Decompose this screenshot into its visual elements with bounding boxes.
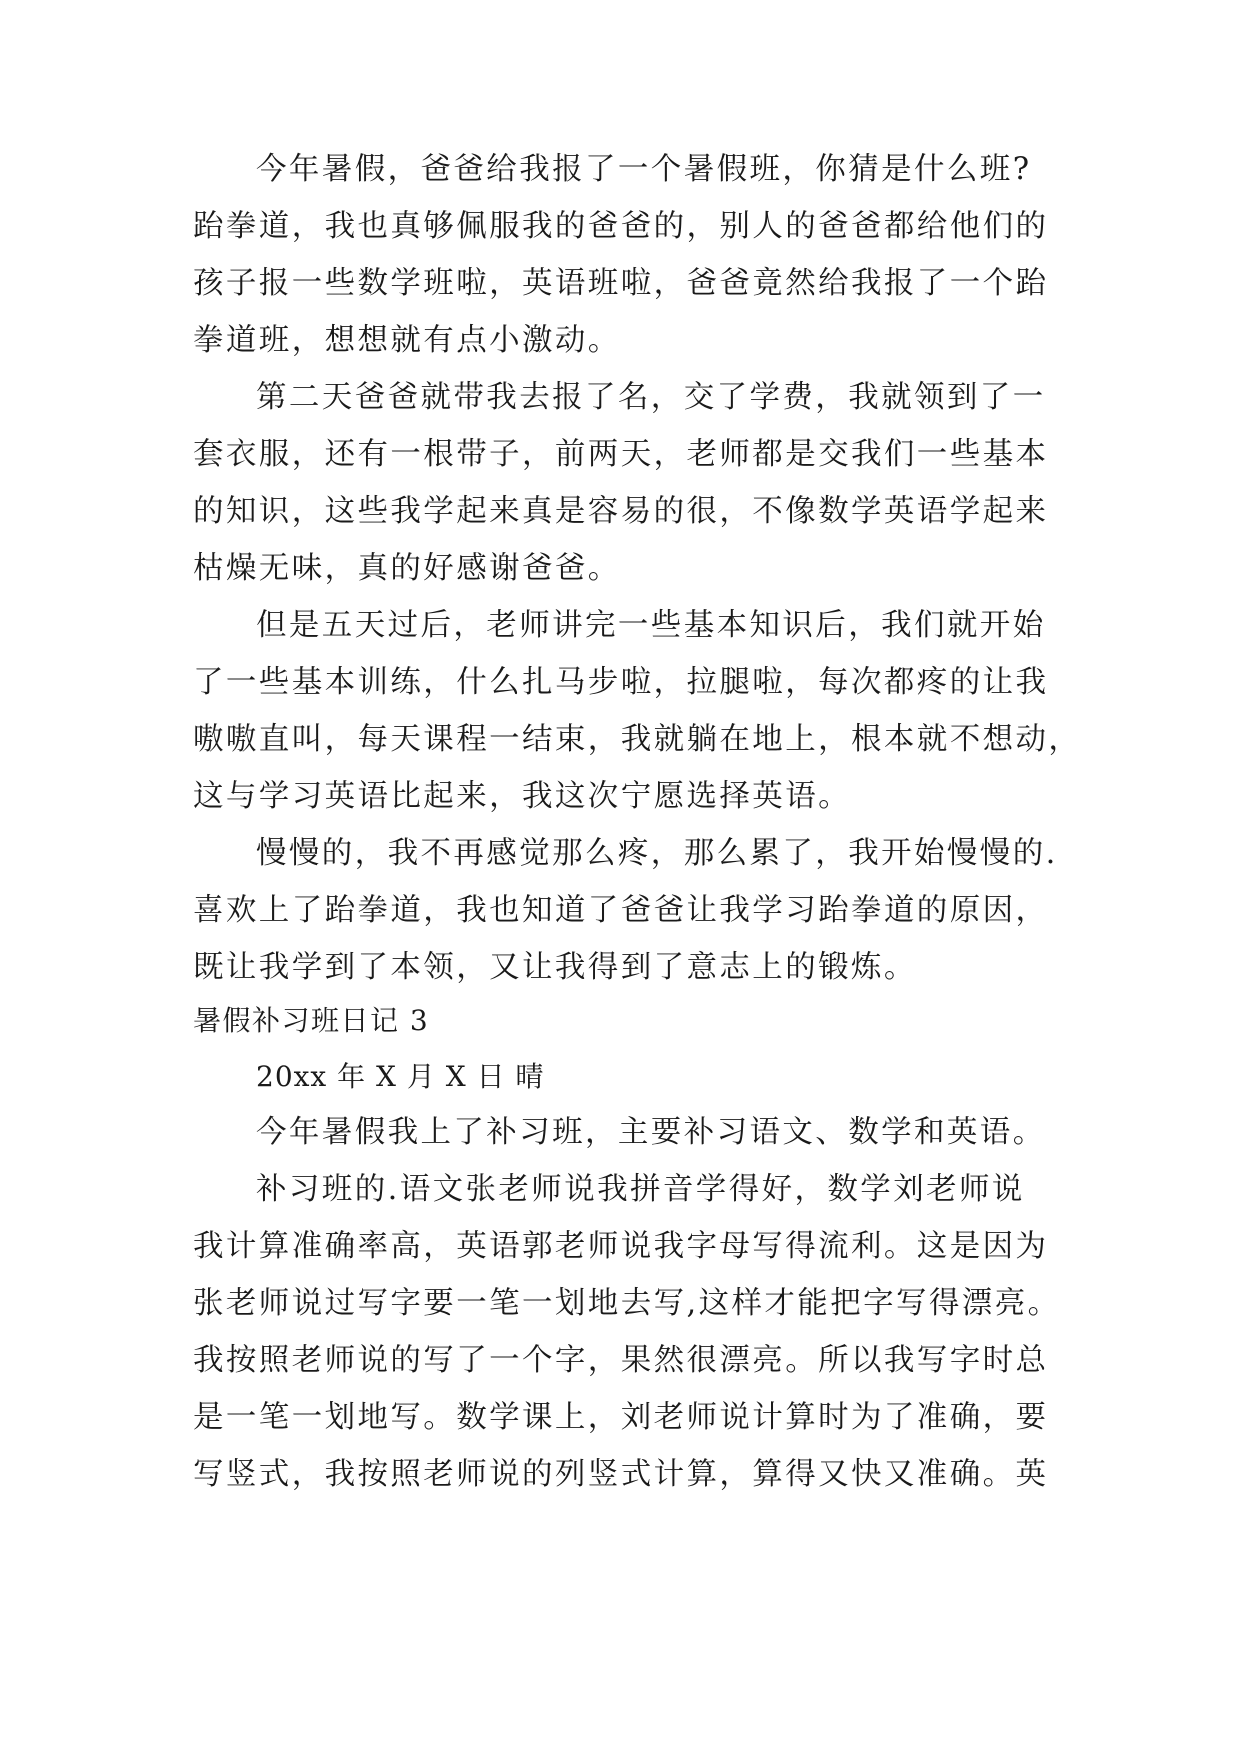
text-line: 的知识，这些我学起来真是容易的很，不像数学英语学起来 [193,494,1049,529]
text-line: 嗷嗷直叫，每天课程一结束，我就躺在地上，根本就不想动， [193,722,1082,757]
text-line: 既让我学到了本领，又让我得到了意志上的锻炼。 [193,950,917,985]
text-line: 了一些基本训练，什么扎马步啦，拉腿啦，每次都疼的让我 [193,665,1049,700]
text-line: 拳道班，想想就有点小激动。 [193,323,621,358]
text-line: 喜欢上了跆拳道，我也知道了爸爸让我学习跆拳道的原因， [193,893,1049,928]
text-line: 我按照老师说的写了一个字，果然很漂亮。所以我写字时总 [193,1343,1049,1378]
text-line: 这与学习英语比起来，我这次宁愿选择英语。 [193,779,851,814]
date-line: 20xx 年 X 月 X 日 晴 [256,1060,545,1093]
text-line: 写竖式，我按照老师说的列竖式计算，算得又快又准确。英 [193,1457,1049,1492]
text-line: 我计算准确率高，英语郭老师说我字母写得流利。这是因为 [193,1229,1049,1264]
section-title: 暑假补习班日记 3 [193,1004,430,1037]
text-line: 今年暑假我上了补习班，主要补习语文、数学和英语。 [256,1115,1046,1150]
text-line: 第二天爸爸就带我去报了名，交了学费，我就领到了一 [256,380,1046,415]
text-line: 是一笔一划地写。数学课上，刘老师说计算时为了准确，要 [193,1400,1049,1435]
text-line: 跆拳道，我也真够佩服我的爸爸的，别人的爸爸都给他们的 [193,209,1049,244]
text-line: 套衣服，还有一根带子，前两天，老师都是交我们一些基本 [193,437,1049,472]
text-line: 今年暑假，爸爸给我报了一个暑假班，你猜是什么班? [256,152,1032,187]
text-line: 补习班的.语文张老师说我拼音学得好，数学刘老师说 [256,1172,1025,1207]
text-line: 孩子报一些数学班啦，英语班啦，爸爸竟然给我报了一个跆 [193,266,1049,301]
text-line: 慢慢的，我不再感觉那么疼，那么累了，我开始慢慢的. [256,836,1058,871]
text-line: 枯燥无味，真的好感谢爸爸。 [193,551,621,586]
text-line: 张老师说过写字要一笔一划地去写,这样才能把字写得漂亮。 [193,1286,1061,1321]
text-line: 但是五天过后，老师讲完一些基本知识后，我们就开始 [256,608,1046,643]
